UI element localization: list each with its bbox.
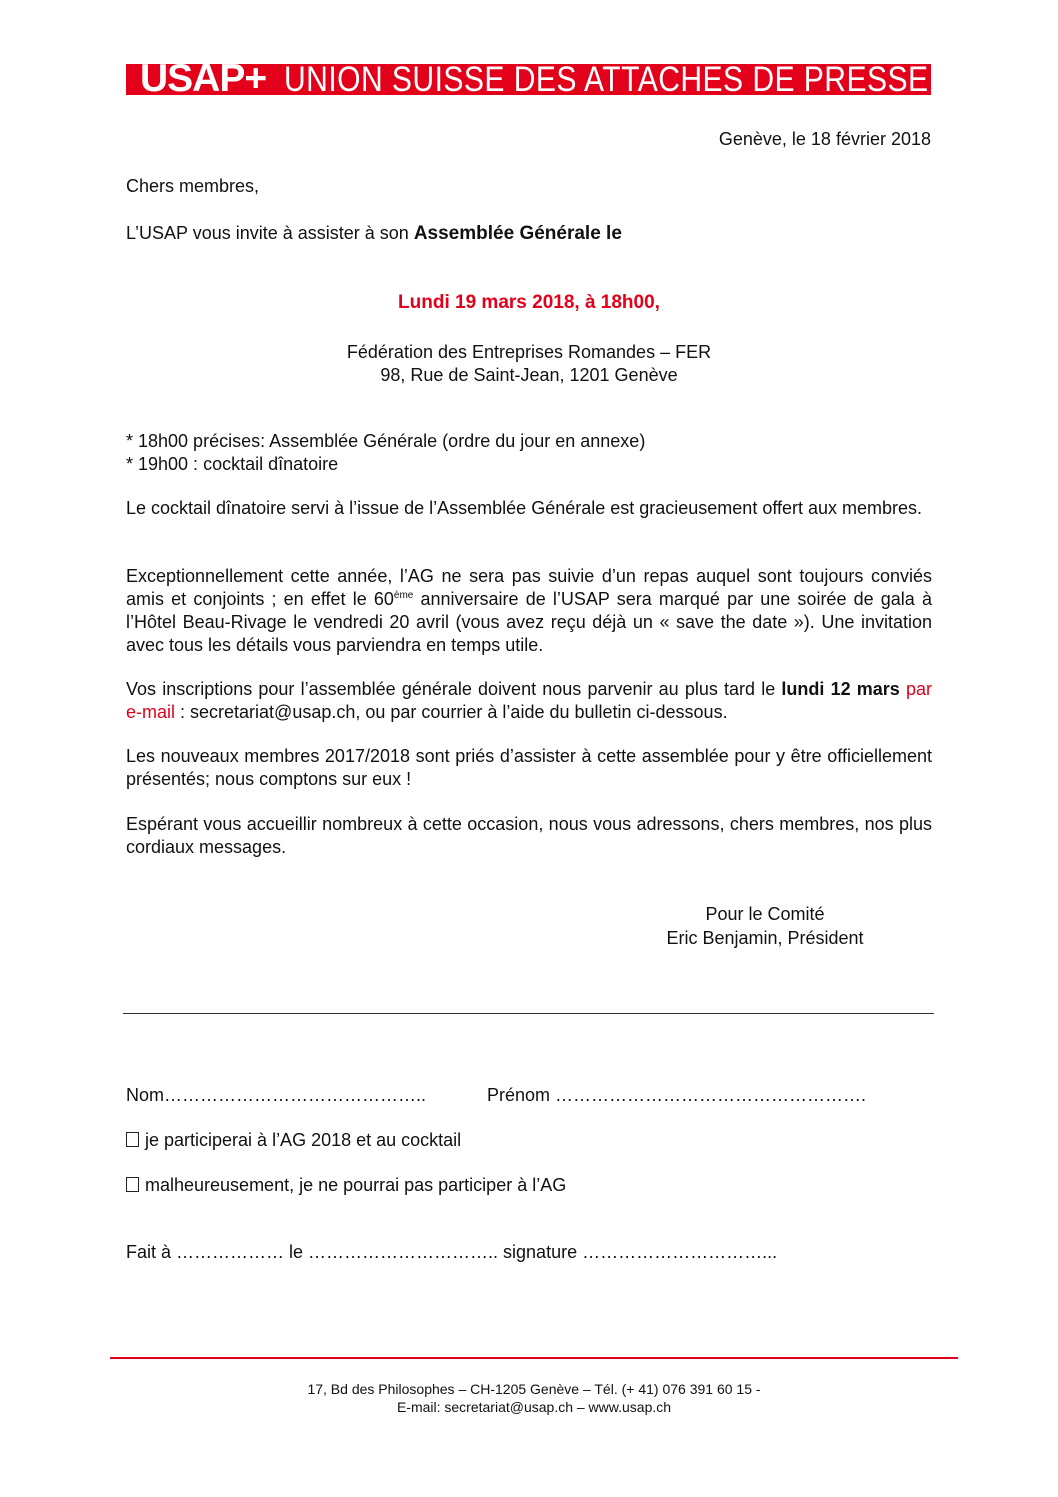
venue xyxy=(126,341,932,387)
paragraph-anniversary: Exceptionnellement cette année, l’AG ne sera pas suivie d’un repas auquel sont toujours conviés amis et conjoints ; en effet le 60ème anniversaire de l’USAP sera marqué par une soirée de gala à l’Hôtel Beau-Rivage le vendredi 20 avril (vous avez reçu déjà un « save the date »). Une invitation avec tous les détails vous parviendra en temps utile. xyxy=(126,566,932,655)
paragraph-closing: Espérant vous accueillir nombreux à cette occasion, nous vous adressons, chers membres, nos plus cordiaux messages. xyxy=(126,814,932,857)
agenda xyxy=(126,430,645,476)
invite-bold: Assemblée Générale le xyxy=(413,223,622,244)
checkbox-participate[interactable] xyxy=(126,1132,139,1147)
paragraph-new-members: Les nouveaux membres 2017/2018 sont priés d’assister à cette assemblée pour y être officiellement présentés; nous comptons sur eux ! xyxy=(126,746,932,789)
separator-line xyxy=(123,1013,934,1014)
organization-name: UNION SUISSE DES ATTACHES DE PRESSE xyxy=(284,64,929,95)
agenda-item: * 18h00 précises: Assemblée Générale (ordre du jour en annexe) xyxy=(126,431,646,451)
footer-contact-line: E-mail: secretariat@usap.ch – www.usap.ch xyxy=(396,1399,672,1415)
header-banner xyxy=(126,64,931,95)
signature-block xyxy=(600,902,930,950)
form-name-field[interactable]: Nom…………………………………….. xyxy=(126,1085,427,1105)
signature-president: Eric Benjamin, Président xyxy=(666,928,864,948)
form-place-date-signature[interactable]: Fait à ……………… le ………………………….. signature …………………………... xyxy=(126,1242,778,1262)
venue-name: Fédération des Entreprises Romandes – FER xyxy=(346,342,712,362)
venue-address: 98, Rue de Saint-Jean, 1201 Genève xyxy=(380,365,678,385)
paragraph-registration: Vos inscriptions pour l’assemblée générale doivent nous parvenir au plus tard le lundi 12 mars par e-mail : secretariat@usap.ch, ou par courrier à l’aide du bulletin ci-dessous. xyxy=(126,679,932,722)
footer-address xyxy=(110,1380,958,1416)
footer-address-line: 17, Bd des Philosophes – CH-1205 Genève – Tél. (+ 41) 076 391 60 15 - xyxy=(307,1381,761,1397)
email-link-text[interactable]: par e-mail xyxy=(126,679,932,722)
invite-line: L’USAP vous invite à assister à son Assemblée Générale le xyxy=(126,223,622,244)
usap-logo: USAP+ xyxy=(140,64,267,95)
paragraph-cocktail: Le cocktail dînatoire servi à l’issue de l’Assemblée Générale est gracieusement offert aux membres. xyxy=(126,498,923,518)
option-decline[interactable]: malheureusement, je ne pourrai pas participer à l’AG xyxy=(126,1175,566,1196)
letter-date: Genève, le 18 février 2018 xyxy=(718,129,931,149)
agenda-item: * 19h00 : cocktail dînatoire xyxy=(126,454,339,474)
footer-line xyxy=(110,1357,958,1359)
event-date: Lundi 19 mars 2018, à 18h00, xyxy=(398,292,660,313)
form-firstname-field[interactable]: Prénom ……………………………………………. xyxy=(487,1085,867,1105)
checkbox-decline[interactable] xyxy=(126,1177,139,1192)
signature-committee: Pour le Comité xyxy=(705,904,825,924)
option-participate[interactable]: je participerai à l’AG 2018 et au cocktail xyxy=(126,1130,461,1151)
greeting: Chers membres, xyxy=(126,176,260,196)
